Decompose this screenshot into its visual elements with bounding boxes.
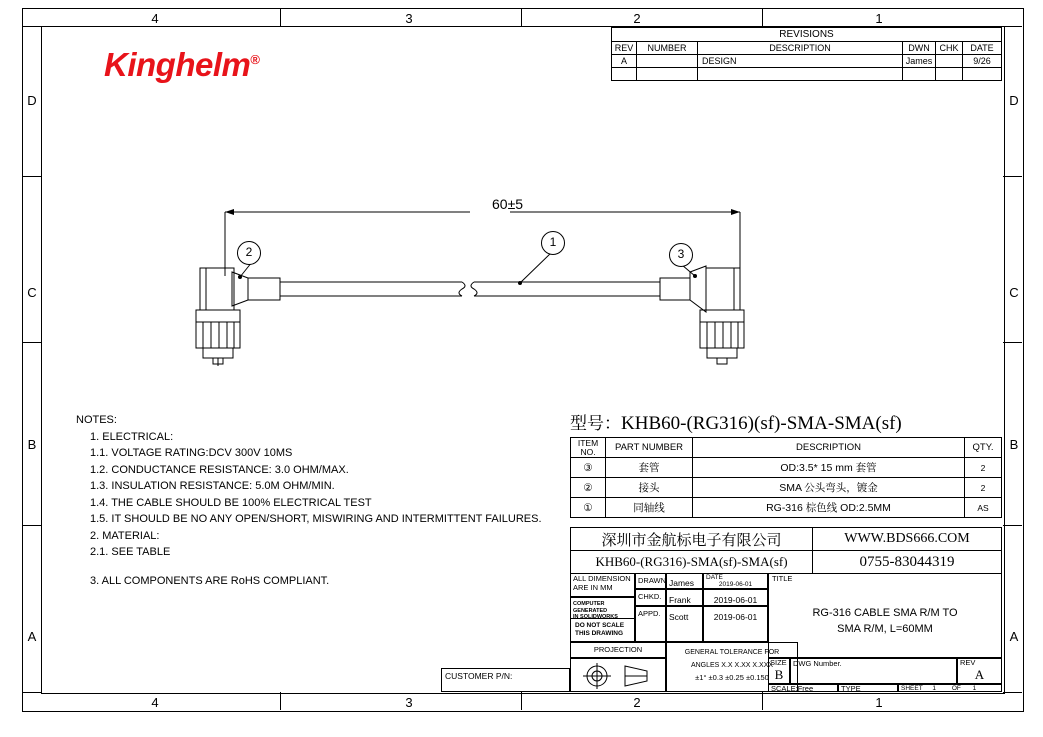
logo-text: Kinghelm xyxy=(104,46,251,83)
logo-registered-mark: ® xyxy=(250,52,260,67)
chkd-label: CHKD. xyxy=(635,589,666,606)
revisions-header-number: NUMBER xyxy=(637,42,698,55)
revisions-cell-date: 9/26 xyxy=(963,55,1002,68)
frame-tick xyxy=(22,176,41,177)
dimension-note xyxy=(570,573,635,597)
sheet-value: 1 xyxy=(932,685,936,692)
zone-bottom-4: 4 xyxy=(151,695,159,710)
zone-bottom-2: 2 xyxy=(633,695,641,710)
notes-heading: NOTES: xyxy=(76,414,117,426)
donotscale-line2: THIS DRAWING xyxy=(575,630,624,637)
revisions-cell-date xyxy=(963,68,1002,81)
zone-left-B: B xyxy=(27,437,37,452)
company-website: WWW.BDS666.COM xyxy=(813,528,1002,551)
tolerance-title-line1: GENERAL TOLERANCE FOR xyxy=(684,649,780,656)
revisions-cell-description xyxy=(698,68,903,81)
rev-value: A xyxy=(957,667,1002,684)
bom-cell-desc: OD:3.5* 15 mm 套管 xyxy=(693,458,965,478)
note-line: 3. ALL COMPONENTS ARE RoHS COMPLIANT. xyxy=(90,574,330,587)
company-telephone: 0755-83044319 xyxy=(813,551,1002,574)
balloon-3: 3 xyxy=(669,243,693,267)
zone-bottom-1: 1 xyxy=(875,695,883,710)
note-line: 1.2. CONDUCTANCE RESISTANCE: 3.0 OHM/MAX. xyxy=(90,463,349,476)
frame-tick xyxy=(22,26,41,27)
zone-right-B: B xyxy=(1009,437,1019,452)
revisions-cell-description: DESIGN xyxy=(698,55,903,68)
revisions-cell-dwn xyxy=(903,68,936,81)
bom-cell-item: ③ xyxy=(571,458,606,478)
tolerance-values: ±1° ±0.3 ±0.25 ±0.150 xyxy=(695,673,769,682)
frame-tick xyxy=(1003,342,1022,343)
donotscale-line1: DO NOT SCALE xyxy=(575,622,625,629)
model-number xyxy=(570,409,902,435)
of-label: OF xyxy=(951,685,961,692)
scale-label: SCALE: xyxy=(771,684,798,693)
dimension-note-line1: ALL DIMENSION xyxy=(573,574,631,583)
revisions-header-chk: CHK xyxy=(936,42,963,55)
appd-by-value: Scott xyxy=(666,606,703,642)
computer-note-line2: IN SOLIDWORKS xyxy=(573,614,618,620)
bom-header-item-line1: ITEM xyxy=(577,437,599,448)
projection-label-cell xyxy=(570,642,666,658)
bom-cell-desc: SMA 公头弯头，镀金 xyxy=(693,478,965,498)
revisions-header-description: DESCRIPTION xyxy=(698,42,903,55)
revisions-cell-rev xyxy=(612,68,637,81)
bom-cell-part: 接头 xyxy=(606,478,693,498)
model-number-label: 型号： xyxy=(570,414,621,433)
rev-label: REV xyxy=(957,658,1002,667)
bom-cell-desc: RG-316 棕色线 OD:2.5MM xyxy=(693,498,965,518)
zone-left-D: D xyxy=(27,93,37,108)
scale-value: Free xyxy=(797,684,814,693)
title-line1: RG-316 CABLE SMA R/M TO xyxy=(812,606,958,619)
bom-table xyxy=(570,437,1002,518)
frame-tick xyxy=(1003,176,1022,177)
note-line: 1.5. IT SHOULD BE NO ANY OPEN/SHORT, MISWIRING AND INTERMITTENT FAILURES. xyxy=(90,513,542,525)
customer-part-number xyxy=(441,668,570,692)
scale-field xyxy=(768,684,838,692)
frame-tick xyxy=(280,692,281,710)
bom-cell-item: ① xyxy=(571,498,606,518)
table-row xyxy=(571,478,1002,498)
frame-tick xyxy=(1003,692,1022,693)
bom-cell-qty: AS xyxy=(965,498,1002,518)
title-block xyxy=(570,573,1002,692)
zone-top-1: 1 xyxy=(875,11,883,26)
zone-top-4: 4 xyxy=(151,11,159,26)
frame-tick xyxy=(762,692,763,710)
company-part-number: KHB60-(RG316)-SMA(sf)-SMA(sf) xyxy=(571,551,813,574)
company-block xyxy=(570,527,1002,574)
revisions-title: REVISIONS xyxy=(612,28,1002,42)
tolerance-title-line2: ANGLES X.X X.XX X.XXX xyxy=(690,662,774,669)
revisions-cell-number xyxy=(637,55,698,68)
revisions-header-date: DATE xyxy=(963,42,1002,55)
note-line: 2. MATERIAL: xyxy=(90,529,160,542)
bom-header-description: DESCRIPTION xyxy=(693,438,965,458)
note-line: 2.1. SEE TABLE xyxy=(90,546,171,558)
frame-tick xyxy=(1003,525,1022,526)
frame-tick xyxy=(22,525,41,526)
frame-tick xyxy=(762,8,763,26)
appd-date-value: 2019-06-01 xyxy=(703,606,768,642)
bom-header-item-line2: NO. xyxy=(580,446,596,457)
zone-right-A: A xyxy=(1009,629,1019,644)
frame-tick xyxy=(280,8,281,26)
company-logo xyxy=(104,46,259,84)
revisions-cell-chk xyxy=(936,55,963,68)
size-value: B xyxy=(768,667,790,684)
size-label: SIZE xyxy=(768,658,790,667)
company-name: 深圳市金航标电子有限公司 xyxy=(571,528,813,551)
frame-tick xyxy=(1003,26,1022,27)
revisions-cell-dwn: James xyxy=(903,55,936,68)
sheet-field xyxy=(898,684,1002,692)
revisions-cell-rev: A xyxy=(612,55,637,68)
customer-part-number-label: CUSTOMER P/N: xyxy=(445,671,513,681)
drawn-by-value: James xyxy=(666,573,703,589)
zone-top-3: 3 xyxy=(405,11,413,26)
bom-cell-qty: 2 xyxy=(965,478,1002,498)
sheet-label: SHEET xyxy=(901,685,923,692)
zone-right-D: D xyxy=(1009,93,1019,108)
zone-bottom-3: 3 xyxy=(405,695,413,710)
bom-cell-part: 套管 xyxy=(606,458,693,478)
balloon-1: 1 xyxy=(541,231,565,255)
note-line: 1. ELECTRICAL: xyxy=(90,430,174,443)
note-line: 1.4. THE CABLE SHOULD BE 100% ELECTRICAL TEST xyxy=(90,496,372,509)
zone-right-C: C xyxy=(1009,285,1019,300)
chkd-by-value: Frank xyxy=(666,589,703,606)
zone-left-A: A xyxy=(27,629,37,644)
bom-cell-part: 同轴线 xyxy=(606,498,693,518)
note-line: 1.3. INSULATION RESISTANCE: 5.0M OHM/MIN. xyxy=(90,480,335,492)
notes-block xyxy=(76,412,566,589)
revisions-header-rev: REV xyxy=(612,42,637,55)
type-field: TYPE xyxy=(838,684,898,692)
zone-left-C: C xyxy=(27,285,37,300)
table-row xyxy=(612,55,1002,68)
date-label: DATE xyxy=(703,573,768,581)
bom-header-item xyxy=(571,438,606,458)
table-row xyxy=(571,498,1002,518)
note-line: 1.1. VOLTAGE RATING:DCV 300V 10MS xyxy=(90,447,293,459)
do-not-scale-note xyxy=(570,619,635,642)
drawn-date-value: 2019-06-01 xyxy=(703,581,768,589)
bom-header-part-number: PART NUMBER xyxy=(606,438,693,458)
bom-header-qty: QTY. xyxy=(965,438,1002,458)
frame-tick xyxy=(22,692,41,693)
overall-length-dimension: 60±5 xyxy=(492,196,524,212)
dimension-note-line2: ARE IN MM xyxy=(573,582,613,592)
frame-tick xyxy=(22,342,41,343)
frame-tick xyxy=(521,8,522,26)
title-line2: SMA R/M, L=60MM xyxy=(837,622,933,635)
revisions-table xyxy=(611,27,1002,81)
chkd-date-value: 2019-06-01 xyxy=(703,589,768,606)
revisions-cell-chk xyxy=(936,68,963,81)
drawn-label: DRAWN xyxy=(635,573,666,589)
appd-label: APPD. xyxy=(635,606,666,642)
projection-symbol-cell xyxy=(570,658,666,692)
dwg-number-label: DWG Number. xyxy=(790,658,957,684)
table-row xyxy=(571,458,1002,478)
projection-symbol-icon xyxy=(571,659,667,693)
balloon-2: 2 xyxy=(237,241,261,265)
revisions-cell-number xyxy=(637,68,698,81)
computer-note-line1: COMPUTER GENERATED xyxy=(573,601,608,614)
table-row xyxy=(612,68,1002,81)
zone-top-2: 2 xyxy=(633,11,641,26)
title-label: TITLE xyxy=(772,574,793,583)
of-value: 1 xyxy=(972,685,977,692)
frame-tick xyxy=(521,692,522,710)
revisions-header-dwn: DWN xyxy=(903,42,936,55)
computer-generated-note xyxy=(570,597,635,619)
model-number-value: KHB60-(RG316)(sf)-SMA-SMA(sf) xyxy=(621,413,902,434)
projection-label: PROJECTION xyxy=(593,645,643,654)
bom-cell-qty: 2 xyxy=(965,458,1002,478)
title-area xyxy=(768,573,1002,658)
bom-cell-item: ② xyxy=(571,478,606,498)
